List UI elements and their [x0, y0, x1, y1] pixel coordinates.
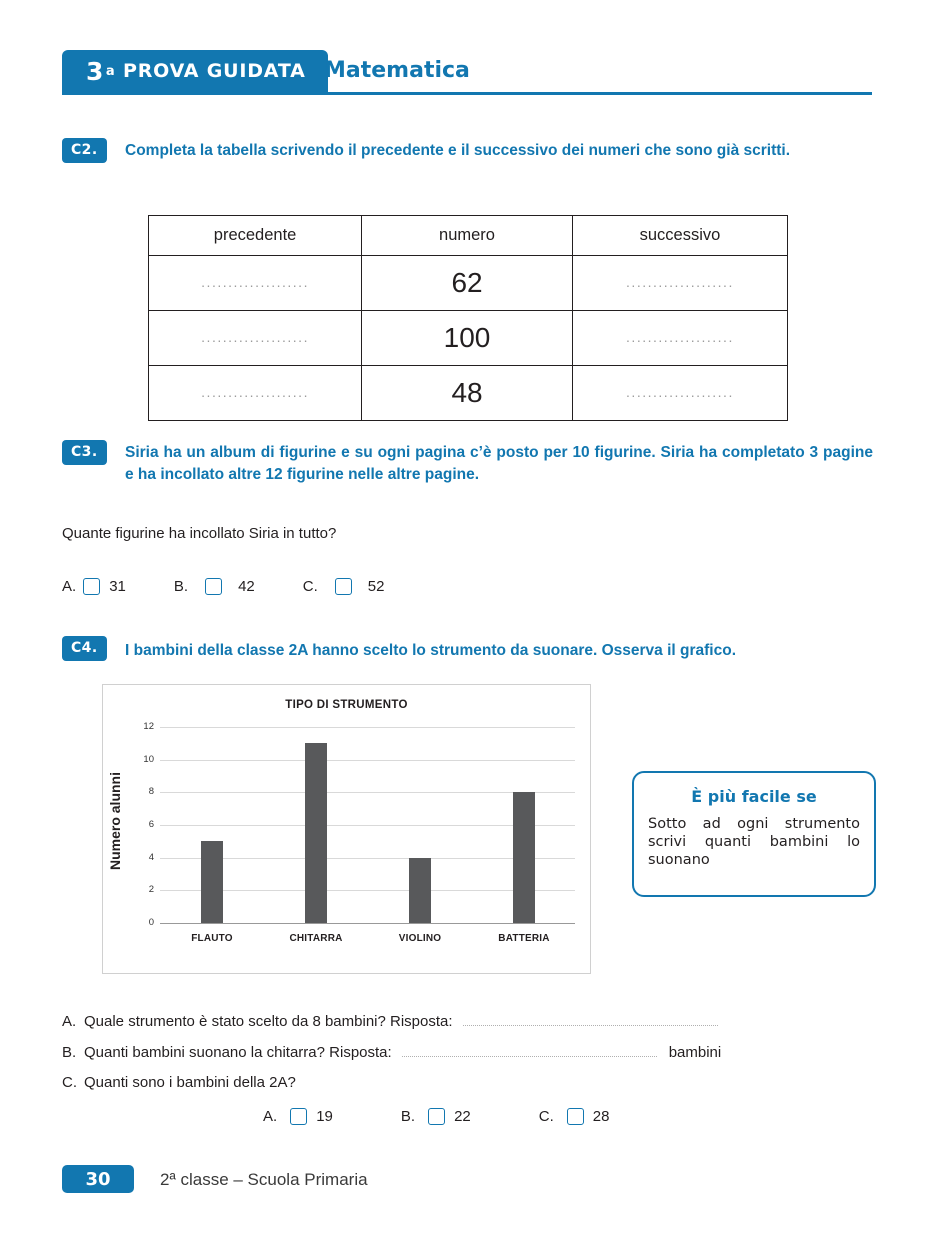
option-c4-b[interactable] [401, 1108, 471, 1125]
ytick-4: 4 [148, 851, 154, 863]
cell-numero: 62 [362, 256, 573, 311]
tip-box [632, 771, 876, 897]
subject-title: Matematica [324, 58, 470, 83]
answer-letter: A. [62, 1013, 77, 1030]
checkbox-c4-a[interactable] [290, 1108, 307, 1125]
option-letter: B. [400, 1108, 416, 1125]
answer-input-b[interactable] [402, 1043, 657, 1057]
prova-number: 3 [86, 56, 104, 86]
dotted-blank: .................... [626, 329, 734, 345]
answer-text: Quanti bambini suonano la chitarra? Risposta: [84, 1044, 392, 1061]
answer-suffix: bambini [668, 1044, 722, 1061]
options-row-c3 [62, 578, 384, 595]
exercise-prompt-c4: I bambini della classe 2A hanno scelto lo strumento da suonare. Osserva il grafico. [125, 642, 737, 659]
prova-number-sup: a [105, 63, 116, 79]
x-axis-line [160, 923, 575, 924]
option-c4-c[interactable] [539, 1108, 610, 1125]
bar-violino [409, 858, 431, 923]
checkbox-c3-c[interactable] [335, 578, 352, 595]
answer-text: Quanti sono i bambini della 2A? [84, 1074, 296, 1091]
dotted-blank: .................... [201, 384, 309, 400]
cell-precedente-input[interactable] [149, 311, 362, 366]
table-header-row [149, 216, 788, 256]
exercise-prompt-c2: Completa la tabella scrivendo il precedente e il successivo dei numeri che sono già scritti. [125, 142, 791, 159]
footer-label: 2ª classe – Scuola Primaria [160, 1170, 368, 1189]
exercise-badge-c3: C3. [62, 440, 107, 465]
option-value: 19 [316, 1108, 333, 1125]
cell-successivo-input[interactable] [572, 256, 787, 311]
gridline [160, 760, 575, 761]
tip-body: Sotto ad ogni strumento scrivi quanti bambini lo suonano [648, 816, 860, 869]
answer-row-a [62, 1012, 862, 1030]
table-row [149, 366, 788, 421]
option-c3-b[interactable] [174, 578, 255, 595]
tip-title: È più facile se [691, 787, 817, 806]
exercise-prompt-c3: Siria ha un album di figurine e su ogni pagina c’è posto per 10 figurine. Siria ha completato 3 pagine e ha incollato altre 12 figurine nelle altre pagine. [125, 444, 873, 484]
ytick-10: 10 [143, 753, 154, 765]
checkbox-c4-b[interactable] [428, 1108, 445, 1125]
xlabel-batteria: BATTERIA [498, 933, 550, 944]
checkbox-c3-b[interactable] [205, 578, 222, 595]
answer-letter: C. [62, 1074, 77, 1091]
dotted-blank: .................... [201, 329, 309, 345]
table-row [149, 311, 788, 366]
exercise-badge-c4: C4. [62, 636, 107, 661]
chart-title: TIPO DI STRUMENTO [285, 699, 408, 711]
table-header-precedente: precedente [149, 216, 362, 256]
cell-successivo-input[interactable] [572, 366, 787, 421]
option-letter: B. [173, 578, 189, 595]
question-c3: Quante figurine ha incollato Siria in tutto? [62, 525, 337, 542]
bar-batteria [513, 792, 535, 923]
ytick-8: 8 [148, 786, 154, 798]
table-header-numero: numero [362, 216, 573, 256]
bar-flauto [201, 841, 223, 923]
ytick-2: 2 [148, 884, 154, 896]
option-c3-c[interactable] [303, 578, 385, 595]
prova-tab [62, 50, 328, 92]
chart-x-labels [160, 933, 575, 953]
dotted-blank: .................... [626, 384, 734, 400]
table-row [149, 256, 788, 311]
instrument-bar-chart [102, 684, 591, 974]
page-header [62, 50, 872, 98]
chart-plot-area [143, 721, 575, 928]
answer-text: Quale strumento è stato scelto da 8 bambini? Risposta: [84, 1013, 453, 1030]
option-letter: C. [538, 1108, 554, 1125]
answer-row-b [62, 1043, 862, 1061]
dotted-blank: .................... [201, 274, 309, 290]
ytick-0: 0 [148, 917, 154, 928]
ytick-12: 12 [143, 721, 154, 732]
option-c4-a[interactable] [263, 1108, 333, 1125]
option-value: 31 [109, 578, 126, 595]
chart-y-axis-label: Numero alunni [107, 772, 123, 871]
dotted-blank: .................... [626, 274, 734, 290]
header-divider [62, 92, 872, 95]
checkbox-c3-a[interactable] [83, 578, 100, 595]
option-letter: A. [62, 578, 77, 595]
answer-letter: B. [62, 1044, 77, 1061]
cell-numero: 100 [362, 311, 573, 366]
prova-label: PROVA GUIDATA [123, 60, 306, 82]
option-value: 52 [367, 578, 385, 595]
cell-numero: 48 [362, 366, 573, 421]
checkbox-c4-c[interactable] [567, 1108, 584, 1125]
xlabel-violino: VIOLINO [398, 933, 442, 944]
bar-chitarra [305, 743, 327, 923]
option-value: 28 [592, 1108, 610, 1125]
cell-precedente-input[interactable] [149, 366, 362, 421]
exercise-badge-c2: C2. [62, 138, 107, 163]
page-number-badge: 30 [62, 1165, 134, 1193]
option-value: 22 [454, 1108, 471, 1125]
answer-input-a[interactable] [463, 1012, 718, 1026]
ytick-6: 6 [148, 819, 154, 830]
option-letter: C. [302, 578, 318, 595]
option-letter: A. [263, 1108, 278, 1125]
options-row-c4 [263, 1108, 609, 1125]
cell-precedente-input[interactable] [149, 256, 362, 311]
option-c3-a[interactable] [62, 578, 126, 595]
xlabel-chitarra: CHITARRA [289, 933, 343, 944]
numbers-table [148, 215, 788, 421]
cell-successivo-input[interactable] [572, 311, 787, 366]
xlabel-flauto: FLAUTO [191, 933, 233, 944]
option-value: 42 [238, 578, 255, 595]
answer-row-c [62, 1074, 862, 1091]
table-header-successivo: successivo [572, 216, 787, 256]
gridline [160, 727, 575, 728]
